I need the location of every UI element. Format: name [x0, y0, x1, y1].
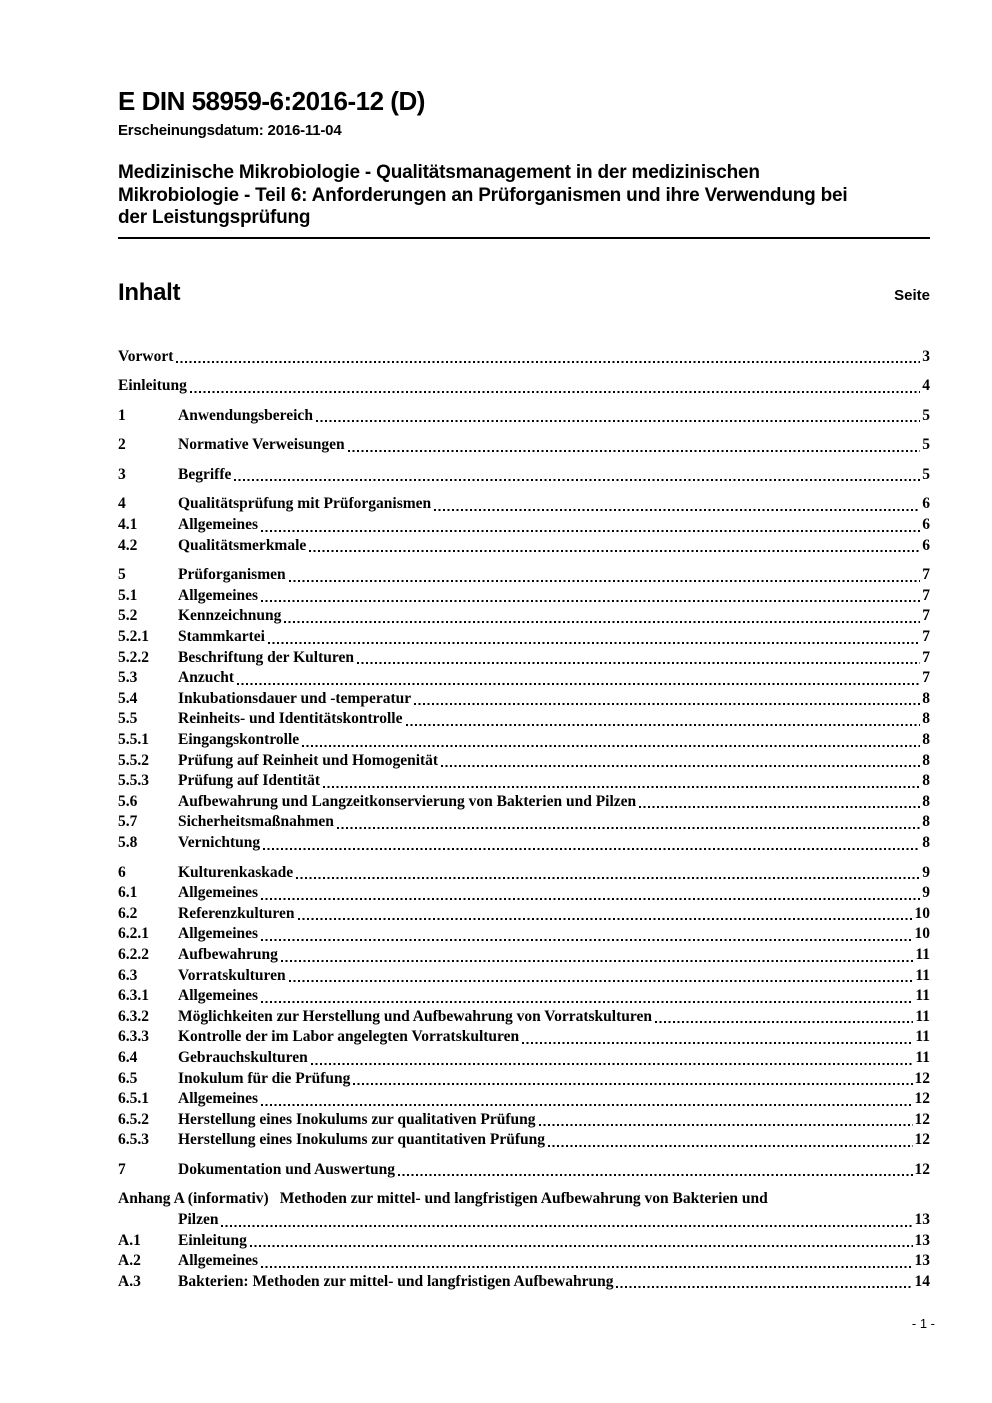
toc-entry-number: 6.2.2	[118, 945, 149, 963]
toc-entry	[118, 833, 930, 854]
toc-entry	[118, 689, 930, 710]
toc-entry-number: 7	[118, 1160, 126, 1178]
toc-entry	[118, 536, 930, 557]
toc-entry-title: Allgemeines	[178, 987, 259, 1005]
toc-entry-number: 1	[118, 406, 126, 424]
document-title-line: der Leistungsprüfung	[118, 207, 311, 228]
dot-leader	[289, 980, 914, 982]
toc-entry-title: Qualitätsprüfung mit Prüforganismen	[178, 495, 432, 513]
toc-entry	[118, 465, 930, 486]
toc-entry-number: 5	[118, 566, 126, 584]
dot-leader	[176, 361, 920, 363]
toc-entry-page: 7	[922, 669, 930, 687]
toc-entry-page: 12	[914, 1069, 930, 1087]
toc-entry-number: 6.3.1	[118, 987, 149, 1005]
toc-entry-page: 5	[922, 406, 930, 424]
toc-entry-title: Normative Verweisungen	[178, 436, 345, 454]
document-title-line: Mikrobiologie - Teil 6: Anforderungen an Prüforganismen und ihre Verwendung bei	[118, 184, 848, 206]
dot-leader	[261, 1104, 912, 1106]
toc-entry-number: 5.1	[118, 586, 138, 604]
toc-entry-title: Stammkartei	[178, 628, 265, 646]
toc-entry-number: 4.2	[118, 536, 138, 554]
toc-entry-page: 8	[922, 792, 930, 810]
toc-entry-number: A.2	[118, 1252, 141, 1270]
toc-annex-line1	[118, 1189, 930, 1210]
dot-leader	[268, 642, 920, 644]
dot-leader	[261, 1266, 912, 1268]
toc-entry	[118, 792, 930, 813]
toc-entry-title: Aufbewahrung	[178, 945, 278, 963]
toc-entry-title: Prüfung auf Identität	[178, 772, 321, 790]
toc-entry-page: 12	[914, 1160, 930, 1178]
dot-leader	[639, 806, 920, 808]
toc-list	[118, 347, 930, 1293]
toc-entry-title: Referenzkulturen	[178, 904, 295, 922]
toc-entry-number: 6.5.1	[118, 1090, 149, 1108]
dot-leader	[357, 662, 920, 664]
toc-entry	[118, 1160, 930, 1181]
toc-entry-page: 12	[914, 1090, 930, 1108]
toc-entry	[118, 863, 930, 884]
toc-entry-number: 5.6	[118, 792, 138, 810]
toc-entry	[118, 435, 930, 456]
toc-entry-title: Beschriftung der Kulturen	[178, 648, 354, 666]
toc-entry-page: 7	[922, 628, 930, 646]
toc-entry-title: Eingangskontrolle	[178, 731, 300, 748]
toc-entry-title: Vorratskulturen	[178, 966, 286, 984]
dot-leader	[261, 600, 920, 602]
dot-leader	[237, 683, 920, 685]
toc-entry-title: Gebrauchskulturen	[178, 1048, 308, 1066]
toc-entry-number: 6.4	[118, 1048, 138, 1066]
toc-entry	[118, 668, 930, 689]
dot-leader	[323, 786, 920, 788]
toc-entry-title: Sicherheitsmaßnahmen	[178, 813, 334, 831]
toc-entry	[118, 966, 930, 987]
toc-entry	[118, 1089, 930, 1110]
toc-entry-page: 13	[914, 1211, 930, 1229]
toc-entry-title: Allgemeines	[178, 516, 259, 534]
toc-entry-title: Qualitätsmerkmale	[178, 536, 307, 554]
toc-entry	[118, 1251, 930, 1272]
toc-entry	[118, 515, 930, 536]
toc-entry-page: 5	[922, 436, 930, 454]
dot-leader	[441, 765, 920, 767]
dot-leader	[539, 1124, 913, 1126]
toc-entry-title: Vernichtung	[178, 833, 261, 851]
toc-entry-number: 5.8	[118, 833, 138, 851]
toc-entry-number: 5.2	[118, 607, 138, 625]
toc-entry-title: Reinheits- und Identitätskontrolle	[178, 710, 403, 728]
publication-date: Erscheinungsdatum: 2016-11-04	[118, 122, 342, 139]
toc-entry-title: Allgemeines	[178, 1252, 259, 1270]
toc-entry-title: Anwendungsbereich	[178, 406, 313, 424]
toc-entry-title: Einleitung	[118, 377, 187, 395]
toc-entry-number: 6.5.3	[118, 1131, 149, 1149]
toc-entry-number: 5.5.1	[118, 731, 149, 748]
dot-leader	[434, 509, 920, 511]
toc-entry-title: Prüfung auf Reinheit und Homogenität	[178, 751, 439, 769]
dot-leader	[261, 530, 920, 532]
toc-entry	[118, 771, 930, 792]
toc-entry-page: 9	[922, 863, 930, 881]
toc-entry	[118, 812, 930, 833]
toc-entry-number: 6	[118, 863, 126, 881]
toc-entry-number: 6.3.3	[118, 1028, 149, 1046]
toc-entry-title: Aufbewahrung und Langzeitkonservierung von Bakterien und Pilzen	[178, 792, 637, 810]
toc-entry	[118, 347, 930, 368]
toc-entry	[118, 494, 930, 515]
toc-entry	[118, 730, 930, 751]
document-title-line: Medizinische Mikrobiologie - Qualitätsmanagement in der medizinischen	[118, 162, 760, 183]
toc-entry-page: 10	[914, 904, 930, 922]
toc-entry-page: 11	[915, 1048, 930, 1066]
toc-entry-number: 6.5.2	[118, 1110, 149, 1128]
dot-leader	[406, 724, 921, 726]
toc-entry-title: Begriffe	[178, 465, 232, 483]
toc-entry-number: 5.3	[118, 669, 138, 687]
toc-header	[118, 279, 930, 307]
dot-leader	[298, 918, 913, 920]
dot-leader	[616, 1286, 912, 1288]
toc-entry-page: 14	[914, 1272, 930, 1290]
toc-entry-page: 8	[922, 772, 930, 790]
dot-leader	[261, 898, 920, 900]
dot-leader	[348, 450, 921, 452]
toc-entry-title: Möglichkeiten zur Herstellung und Aufbewahrung von Vorratskulturen	[178, 1007, 652, 1025]
toc-entry-page: 11	[915, 987, 930, 1005]
dot-leader	[261, 939, 912, 941]
toc-entry	[118, 709, 930, 730]
toc-entry	[118, 1130, 930, 1151]
toc-entry-page: 6	[922, 536, 930, 554]
dot-leader	[263, 848, 920, 850]
toc-entry-page: 10	[914, 925, 930, 943]
toc-entry-page: 7	[922, 586, 930, 604]
toc-entry-number: 5.5.3	[118, 772, 149, 790]
dot-leader	[221, 1225, 912, 1227]
toc-entry	[118, 586, 930, 607]
toc-heading: Inhalt	[118, 278, 181, 306]
page-number-footer: - 1 -	[911, 1316, 935, 1331]
toc-entry-number: 5.4	[118, 689, 138, 707]
toc-entry	[118, 648, 930, 669]
toc-entry	[118, 627, 930, 648]
toc-annex-title: Methoden zur mittel- und langfristigen Aufbewahrung von Bakterien und	[279, 1190, 768, 1208]
toc-entry	[118, 1272, 930, 1293]
dot-leader	[302, 745, 920, 747]
toc-entry-title: Inokulum für die Prüfung	[178, 1069, 351, 1087]
toc-entry-number: 6.5	[118, 1069, 138, 1087]
toc-entry	[118, 904, 930, 925]
toc-entry-page: 13	[914, 1252, 930, 1270]
toc-entry-page: 11	[915, 966, 930, 984]
toc-entry-title: Allgemeines	[178, 1090, 259, 1108]
toc-entry-number: 5.5	[118, 710, 138, 728]
dot-leader	[414, 703, 920, 705]
toc-entry-page: 7	[922, 566, 930, 584]
dot-leader	[311, 1063, 914, 1065]
toc-entry-title: Kennzeichnung	[178, 607, 282, 625]
toc-entry-title: Anzucht	[178, 669, 234, 687]
dot-leader	[316, 420, 920, 422]
toc-entry-page: 3	[922, 347, 930, 365]
toc-entry-page: 7	[922, 607, 930, 625]
toc-entry-number: 5.2.2	[118, 648, 149, 666]
toc-entry-number: 5.2.1	[118, 628, 149, 646]
toc-entry	[118, 1027, 930, 1048]
document-title	[118, 162, 930, 230]
toc-entry-page: 9	[922, 884, 930, 902]
toc-entry-number: 4.1	[118, 516, 138, 534]
toc-entry-number: 3	[118, 465, 126, 483]
toc-entry	[118, 945, 930, 966]
toc-entry	[118, 1110, 930, 1131]
dot-leader	[655, 1021, 913, 1023]
toc-entry	[118, 406, 930, 427]
toc-entry-page: 11	[915, 1028, 930, 1046]
dot-leader	[296, 877, 920, 879]
toc-entry-title: Prüforganismen	[178, 566, 286, 584]
toc-entry	[118, 606, 930, 627]
toc-entry	[118, 751, 930, 772]
dot-leader	[190, 391, 920, 393]
toc-entry-page: 11	[915, 1007, 930, 1025]
toc-entry-title: Kontrolle der im Labor angelegten Vorratskulturen	[178, 1028, 520, 1046]
toc-entry-title: Herstellung eines Inokulums zur quantitativen Prüfung	[178, 1131, 546, 1149]
toc-entry-title: Allgemeines	[178, 586, 259, 604]
dot-leader	[261, 1001, 913, 1003]
toc-entry	[118, 883, 930, 904]
toc-entry	[118, 924, 930, 945]
toc-entry-title: Dokumentation und Auswertung	[178, 1160, 396, 1178]
dot-leader	[337, 827, 920, 829]
toc-entry-page: 4	[922, 377, 930, 395]
toc-entry	[118, 1069, 930, 1090]
toc-entry-title: Einleitung	[178, 1231, 247, 1249]
toc-entry-page: 12	[914, 1110, 930, 1128]
toc-entry	[118, 1231, 930, 1252]
dot-leader	[353, 1083, 912, 1085]
toc-entry-page: 8	[922, 833, 930, 851]
toc-entry-page: 8	[922, 689, 930, 707]
toc-entry-page: 13	[914, 1231, 930, 1249]
toc-entry-title: Herstellung eines Inokulums zur qualitativen Prüfung	[178, 1110, 536, 1128]
toc-entry	[118, 1048, 930, 1069]
toc-entry-page: 8	[922, 710, 930, 728]
dot-leader	[289, 580, 921, 582]
toc-entry-title: Inkubationsdauer und -temperatur	[178, 689, 412, 707]
toc-entry-page: 6	[922, 516, 930, 534]
dot-leader	[522, 1042, 913, 1044]
toc-entry-number: 2	[118, 436, 126, 454]
toc-entry-page: 11	[915, 945, 930, 963]
toc-entry-title: Allgemeines	[178, 925, 259, 943]
toc-entry	[118, 1007, 930, 1028]
toc-entry-page: 12	[914, 1131, 930, 1149]
toc-entry-page: 5	[922, 465, 930, 483]
toc-entry-number: 6.1	[118, 884, 138, 902]
toc-entry	[118, 376, 930, 397]
toc-entry-number: 6.3	[118, 966, 138, 984]
toc-entry-page: 8	[922, 813, 930, 831]
page-content	[118, 0, 930, 1292]
toc-entry-title: Kulturenkaskade	[178, 863, 294, 881]
toc-entry-title: Pilzen	[178, 1211, 219, 1229]
toc-entry-number: A.1	[118, 1231, 141, 1249]
toc-entry	[118, 565, 930, 586]
dot-leader	[398, 1174, 912, 1176]
toc-entry	[118, 986, 930, 1007]
toc-entry-page: 8	[922, 731, 930, 748]
toc-entry-number: A.3	[118, 1272, 141, 1290]
toc-entry-title: Bakterien: Methoden zur mittel- und langfristigen Aufbewahrung	[178, 1272, 614, 1290]
toc-entry-number: 6.2.1	[118, 925, 149, 943]
document-number: E DIN 58959-6:2016-12 (D)	[118, 86, 425, 116]
title-divider	[118, 237, 930, 239]
dot-leader	[250, 1245, 913, 1247]
toc-entry-number: 5.7	[118, 813, 138, 831]
toc-entry-number: 6.2	[118, 904, 138, 922]
toc-entry-title: Vorwort	[118, 347, 174, 365]
dot-leader	[309, 550, 920, 552]
toc-entry-number: 5.5.2	[118, 751, 149, 769]
dot-leader	[548, 1145, 912, 1147]
toc-entry-page: 8	[922, 751, 930, 769]
toc-entry-number: 6.3.2	[118, 1007, 149, 1025]
dot-leader	[284, 621, 920, 623]
toc-entry-title: Allgemeines	[178, 884, 259, 902]
dot-leader	[281, 960, 913, 962]
toc-annex-label: Anhang A (informativ)	[118, 1190, 269, 1208]
toc-entry-page: 6	[922, 495, 930, 513]
toc-page-column-label: Seite	[894, 286, 930, 304]
toc-entry-page: 7	[922, 648, 930, 666]
toc-entry-number: 4	[118, 495, 126, 513]
toc-entry	[118, 1210, 930, 1231]
dot-leader	[234, 479, 920, 481]
toc-entry-annex	[118, 1189, 930, 1230]
